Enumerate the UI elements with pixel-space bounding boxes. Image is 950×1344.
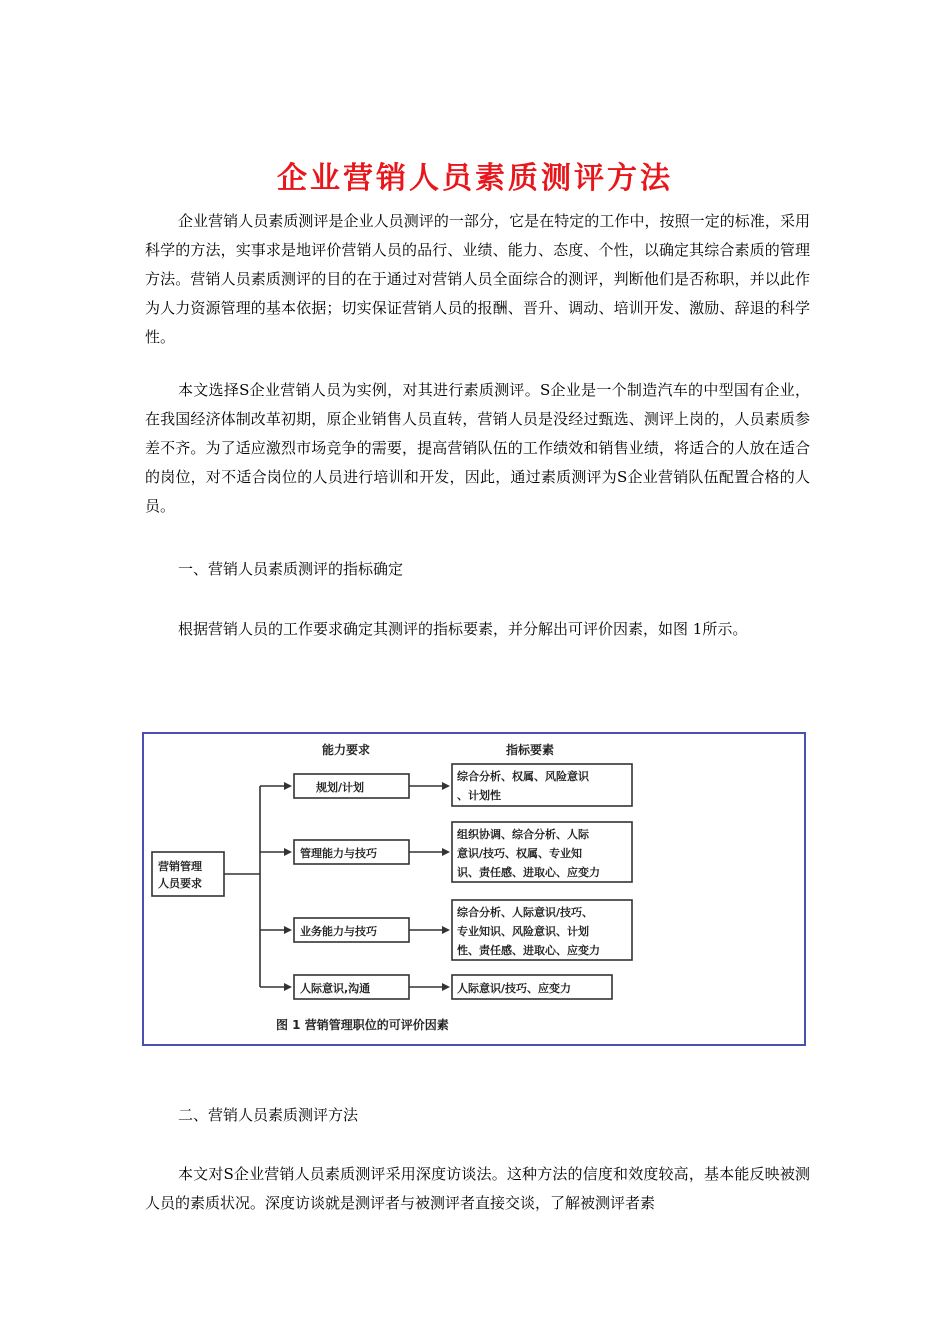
method-paragraph: 本文对S企业营销人员素质测评采用深度访谈法。这种方法的信度和效度较高，基本能反映被测人员的素质状况。深度访谈就是测评者与被测评者直接交谈，了解被测评者素 [145,1165,810,1212]
ability-label-3: 业务能力与技巧 [300,925,377,938]
section-heading-1: 一、营销人员素质测评的指标确定 [178,560,404,578]
root-line-1: 营销管理 [158,860,202,873]
page-title: 企业营销人员素质测评方法 [277,161,673,196]
factor-1-line-2: 、计划性 [457,789,501,802]
header-ability: 能力要求 [322,743,371,757]
arrow-icon [442,983,450,991]
arrow-icon [284,782,292,790]
factor-4-line-1: 人际意识/技巧、应变力 [457,982,572,995]
factor-3-line-1: 综合分析、人际意识/技巧、 [457,906,594,919]
arrow-icon [442,782,450,790]
arrow-icon [284,926,292,934]
figure-caption: 图 1 营销管理职位的可评价因素 [276,1018,449,1032]
factor-3-line-2: 专业知识、风险意识、计划 [457,925,589,938]
arrow-icon [442,926,450,934]
root-line-2: 人员要求 [158,877,202,890]
ability-label-1: 规划/计划 [316,781,365,794]
factor-3-line-3: 性、责任感、进取心、应变力 [457,944,600,957]
factor-2-line-2: 意识/技巧、权属、专业知 [457,847,583,860]
arrow-icon [442,848,450,856]
factor-2-line-1: 组织协调、综合分析、人际 [457,828,589,841]
figure-intro-paragraph: 根据营销人员的工作要求确定其测评的指标要素，并分解出可评价因素，如图 1所示。 [178,620,748,638]
section-heading-2: 二、营销人员素质测评方法 [178,1106,359,1124]
ability-label-2: 管理能力与技巧 [300,847,377,860]
arrow-icon [284,983,292,991]
case-paragraph: 本文选择S企业营销人员为实例，对其进行素质测评。S企业是一个制造汽车的中型国有企业，在我国经济体制改革初期，原企业销售人员直转，营销人员是没经过甄选、测评上岗的，人员素质参差不齐。为了适应激烈市场竞争的需要，提高营销队伍的工作绩效和销售业绩，将适合的人放在适合的岗位，对不适合岗位的人员进行培训和开发，因此，通过素质测评为S企业营销队伍配置合格的人员。 [145,381,810,515]
intro-paragraph: 企业营销人员素质测评是企业人员测评的一部分，它是在特定的工作中，按照一定的标准，采用科学的方法，实事求是地评价营销人员的品行、业绩、能力、态度、个性，以确定其综合素质的管理方法。营销人员素质测评的目的在于通过对营销人员全面综合的测评，判断他们是否称职，并以此作为人力资源管理的基本依据；切实保证营销人员的报酬、晋升、调动、培训开发、激励、辞退的科学性。 [145,212,810,346]
figure-1-diagram [142,732,806,1046]
factor-1-line-1: 综合分析、权属、风险意识 [457,770,589,783]
diagram-svg [144,734,804,1044]
ability-label-4: 人际意识,沟通 [300,982,371,995]
header-index: 指标要素 [506,743,555,757]
factor-2-line-3: 识、责任感、进取心、应变力 [457,866,600,879]
arrow-icon [284,848,292,856]
